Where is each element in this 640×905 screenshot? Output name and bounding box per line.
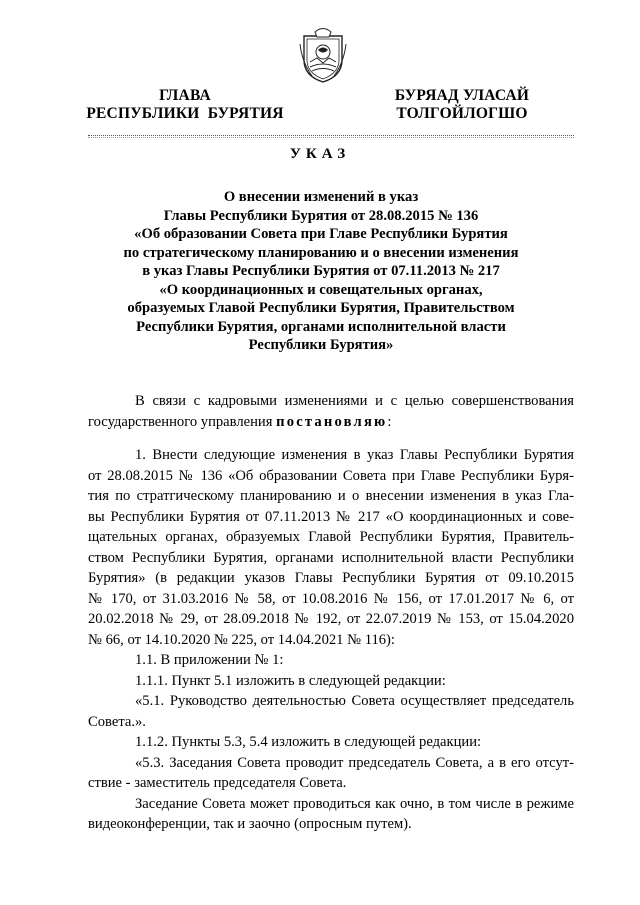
header-right bbox=[362, 87, 562, 123]
header-left-line-1: ГЛАВА bbox=[159, 87, 211, 104]
paragraph-line: 20.02.2018 № 29, от 28.09.2018 № 192, от 22.07.2019 № 153, от 15.04.2020 bbox=[88, 611, 574, 627]
subject-line: образуемых Главой Республики Бурятия, Правительством bbox=[127, 300, 515, 316]
item-1-1-1: 1.1.1. Пункт 5.1 изложить в следующей редакции: bbox=[135, 672, 446, 689]
subject-line: по стратегическому планированию и о внесении изменения bbox=[123, 244, 519, 261]
paragraph-line: щательных органах, образуемых Главой Республики Бурятия, Правитель- bbox=[88, 529, 574, 545]
session-line: Заседание Совета может проводиться как очно, в том числе в режиме bbox=[135, 795, 574, 812]
paragraph-1 bbox=[88, 445, 574, 835]
item-1-1-2: 1.1.2. Пункты 5.3, 5.4 изложить в следующей редакции: bbox=[135, 734, 482, 750]
quote-5-1-line: «5.1. Руководство деятельностью Совета осуществляет председатель bbox=[135, 693, 574, 709]
paragraph-line: вы Республики Бурятия от 07.11.2013 № 217 «О координационных и сове- bbox=[88, 508, 574, 525]
paragraph-line: № 66, от 14.10.2020 № 225, от 14.04.2021 № 116): bbox=[88, 631, 395, 648]
header-separator-secondary bbox=[88, 137, 574, 138]
decree-word: постановляю bbox=[276, 413, 388, 430]
subject-line: Республики Бурятия» bbox=[248, 337, 394, 353]
header-right-line-1: БУРЯАД УЛАСАЙ bbox=[394, 87, 530, 104]
republic-of-buryatia-emblem-icon bbox=[298, 26, 348, 84]
paragraph-line: № 170, от 31.03.2016 № 58, от 10.08.2016 № 156, от 17.01.2017 № 6, от bbox=[88, 590, 574, 607]
subject-line: Республики Бурятия, органами исполнительной власти bbox=[136, 318, 506, 335]
quote-5-1-line: Совета.». bbox=[88, 713, 146, 730]
paragraph-line: Бурятия» (в редакции указов Главы Республики Бурятия от 09.10.2015 bbox=[88, 570, 574, 586]
preamble-line: В связи с кадровыми изменениями и с целью совершенствования bbox=[135, 393, 574, 409]
subject-line: О внесении изменений в указ bbox=[223, 189, 419, 205]
document-subject bbox=[60, 188, 582, 355]
preamble-colon: : bbox=[387, 413, 392, 430]
document-title: УКАЗ bbox=[289, 146, 351, 162]
paragraph-line: от 28.08.2015 № 136 «Об образовании Совета при Главе Республики Буря- bbox=[88, 467, 574, 484]
subject-line: в указ Главы Республики Бурятия от 07.11.2013 № 217 bbox=[142, 263, 500, 279]
quote-5-3-line: «5.3. Заседания Совета проводит председатель Совета, а в его отсут- bbox=[135, 754, 574, 771]
paragraph-line: 1. Внести следующие изменения в указ Главы Республики Бурятия bbox=[135, 447, 574, 463]
subject-line: «Об образовании Совета при Главе Республики Бурятия bbox=[134, 226, 508, 242]
subject-line: «О координационных и совещательных органах, bbox=[159, 281, 483, 298]
preamble bbox=[88, 391, 574, 432]
quote-5-3-line: ствие - заместитель председателя Совета. bbox=[88, 775, 347, 791]
header-separator bbox=[88, 135, 574, 136]
header-right-line-2: ТОЛГОЙЛОГШО bbox=[396, 105, 528, 122]
header-left-line-2: РЕСПУБЛИКИ БУРЯТИЯ bbox=[86, 105, 284, 122]
paragraph-line: тия по стратгическому планированию и о внесении изменения в указ Гла- bbox=[88, 488, 574, 504]
header-left bbox=[80, 87, 290, 123]
preamble-line bbox=[88, 412, 574, 433]
session-line: видеоконференции, так и заочно (опросным путем). bbox=[88, 816, 412, 832]
item-1-1: 1.1. В приложении № 1: bbox=[135, 652, 284, 668]
paragraph-line: ством Республики Бурятия, органами исполнительной власти Республики bbox=[88, 549, 574, 566]
subject-line: Главы Республики Бурятия от 28.08.2015 № 136 bbox=[163, 207, 479, 224]
preamble-text: государственного управления bbox=[88, 413, 277, 430]
